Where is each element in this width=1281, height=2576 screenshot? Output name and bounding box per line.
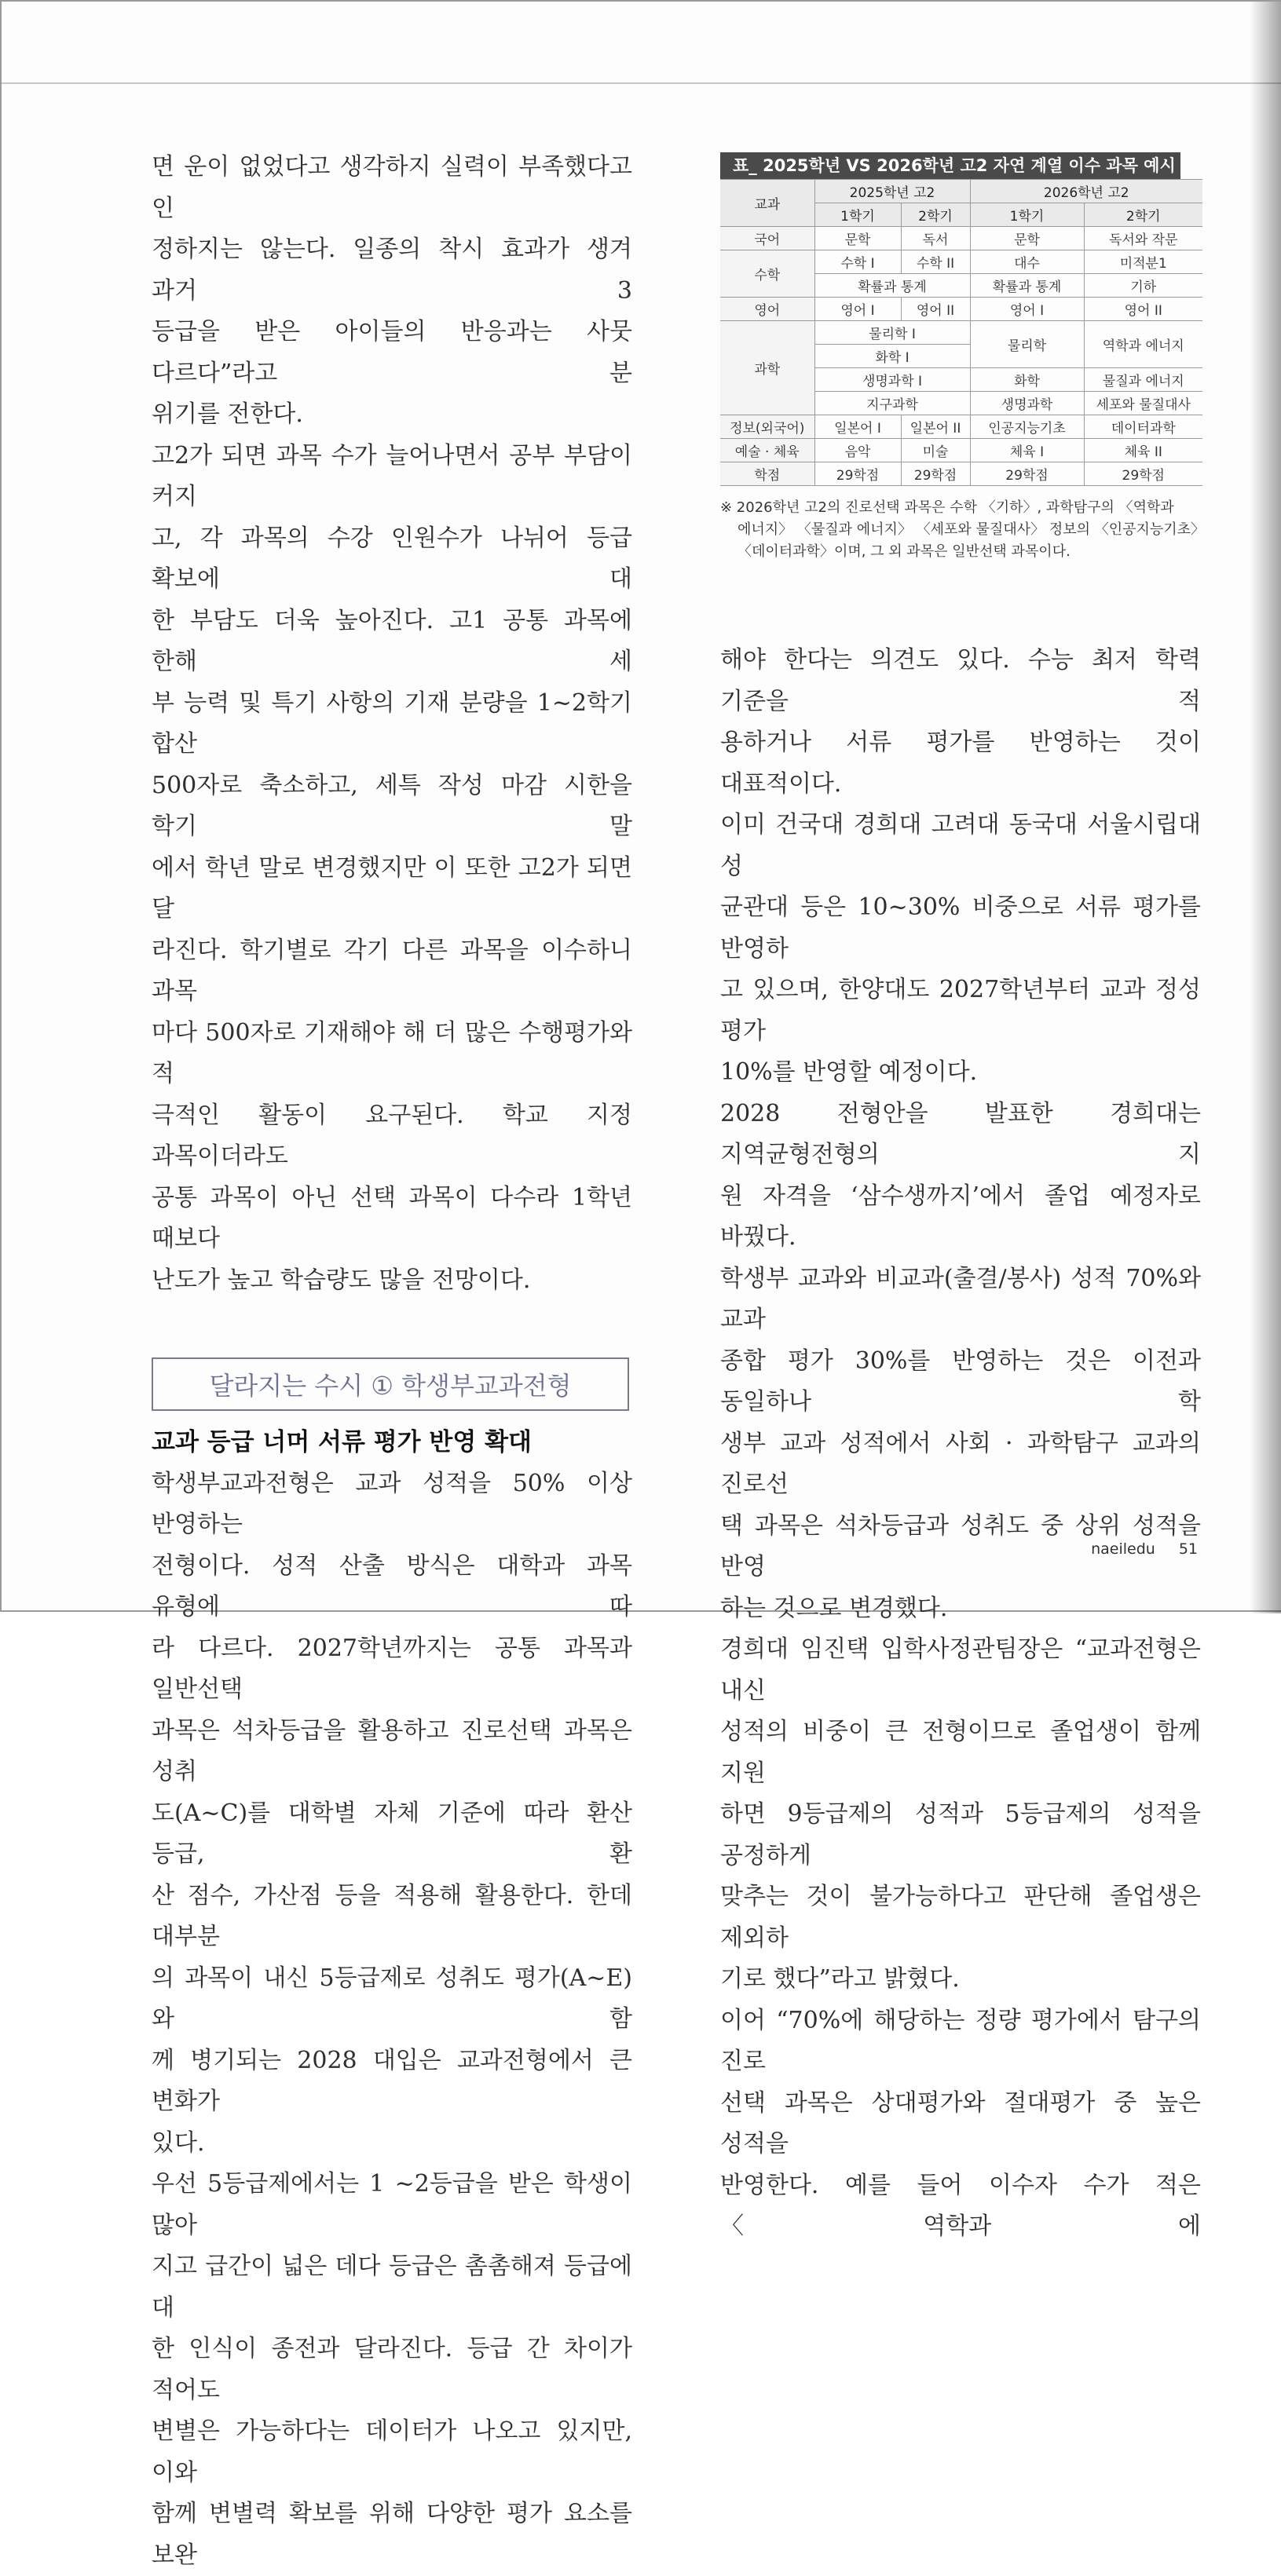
course-table-figure [720, 152, 1206, 563]
table-cell: 문학 [814, 227, 901, 250]
table-cell: 과학 [720, 321, 814, 415]
table-cell: 생명과학 [970, 392, 1084, 415]
table-row [720, 227, 1202, 250]
table-cell: 영어 I [814, 298, 901, 321]
table-cell: 영어 II [1084, 298, 1202, 321]
table-cell: 영어 II [901, 298, 970, 321]
table-cell: 미적분1 [1084, 250, 1202, 274]
table-cell: 지구과학 [814, 392, 970, 415]
table-cell: 29학점 [970, 462, 1084, 486]
top-rule [2, 82, 1281, 84]
table-cell: 독서 [901, 227, 970, 250]
paragraph: 학생부교과전형은 교과 성적을 50% 이상 반영하는 전형이다. 성적 산출 방식은 대학과 과목 유형에 따 라 다르다. 2027학년까지는 공통 과목과 일반선택 과목은 석차등급을 활용하고 진로선택 과목은 성취 도(A~C)를 대학별 자체 기준에 따라 환산 등급, 환 산 점수, 가산점 등을 적용해 활용한다. 한데 대부분 의 과목이 내신 5등급제로 성취도 평가(A~E)와 함 께 병기되는 2028 대입은 교과전형에서 큰 변화가 있다. [152, 1469, 632, 2157]
table-cell: 독서와 작문 [1084, 227, 1202, 250]
table-header-cell: 2학기 [1084, 203, 1202, 227]
paragraph: 고2가 되면 과목 수가 늘어나면서 공부 부담이 커지 고, 각 과목의 수강 인원수가 나뉘어 등급 확보에 대 한 부담도 더욱 높아진다. 고1 공통 과목에 한해 세 부 능력 및 특기 사항의 기재 분량을 1~2학기 합산 500자로 축소하고, 세특 작성 마감 시한을 학기 말 에서 학년 말로 변경했지만 이 또한 고2가 되면 달 라진다. 학기별로 각기 다른 과목을 이수하니 과목 마다 500자로 기재해야 해 더 많은 수행평가와 적 극적인 활동이 요구된다. 학교 지정 과목이더라도 공통 과목이 아닌 선택 과목이 다수라 1학년 때보다 난도가 높고 학습량도 많을 전망이다. [152, 441, 632, 1294]
table-cell: 역학과 에너지 [1084, 321, 1202, 368]
table-cell: 데이터과학 [1084, 415, 1202, 439]
table-cell: 문학 [970, 227, 1084, 250]
table-cell: 음악 [814, 439, 901, 462]
footer-brand: naeiledu [1091, 1540, 1155, 1558]
table-cell: 물리학 [970, 321, 1084, 368]
table-row [720, 250, 1202, 274]
table-header-cell: 2026학년 고2 [970, 180, 1202, 203]
table-note: ※ 2026학년 고2의 진로선택 과목은 수학 〈기하〉, 과학탐구의 〈역학과 에너지〉 〈물질과 에너지〉 〈세포와 물질대사〉 정보의 〈인공지능기초〉 〈데이터과학〉이며, 그 외 과목은 일반선택 과목이다. [720, 499, 1206, 560]
table-cell: 29학점 [901, 462, 970, 486]
course-table [720, 179, 1202, 486]
table-cell: 체육 II [1084, 439, 1202, 462]
table-cell: 일본어 I [814, 415, 901, 439]
table-header-cell: 교과 [720, 180, 814, 227]
table-cell: 국어 [720, 227, 814, 250]
table-cell: 확률과 통계 [814, 274, 970, 298]
paragraph: 해야 한다는 의견도 있다. 수능 최저 학력 기준을 적 용하거나 서류 평가를 반영하는 것이 대표적이다. 이미 건국대 경희대 고려대 동국대 서울시립대 성 균관대 등은 10~30% 비중으로 서류 평가를 반영하 고 있으며, 한양대도 2027학년부터 교과 정성 평가 10%를 반영할 예정이다. [720, 646, 1201, 1086]
table-cell: 화학 I [814, 345, 970, 368]
table-cell: 학점 [720, 462, 814, 486]
paragraph: 경희대 임진택 입학사정관팀장은 “교과전형은 내신 성적의 비중이 큰 전형이므로 졸업생이 함께 지원 하면 9등급제의 성적과 5등급제의 성적을 공정하게 맞추는 것이 불가능하다고 판단해 졸업생은 제외하 기로 했다”라고 밝혔다. [720, 1635, 1201, 1993]
table-cell: 기하 [1084, 274, 1202, 298]
page-number: 51 [1178, 1540, 1198, 1558]
table-cell: 영어 [720, 298, 814, 321]
table-cell: 29학점 [1084, 462, 1202, 486]
paragraph: 이어 “70%에 해당하는 정량 평가에서 탐구의 진로 선택 과목은 상대평가와 절대평가 중 높은 성적을 반영한다. 예를 들어 이수자 수가 적은 〈역학과 에 [720, 2006, 1201, 2240]
table-title: 표_ 2025학년 VS 2026학년 고2 자연 계열 이수 과목 예시 [720, 152, 1180, 179]
table-row [720, 298, 1202, 321]
paragraph: 면 운이 없었다고 생각하지 실력이 부족했다고 인 정하지는 않는다. 일종의 착시 효과가 생겨 과거 3 등급을 받은 아이들의 반응과는 사뭇 다르다”라고 분 위기를 전한다. [152, 153, 632, 428]
left-column [152, 147, 632, 2576]
paragraph: 2028 전형안을 발표한 경희대는 지역균형전형의 지 원 자격을 ‘삼수생까지’에서 졸업 예정자로 바꿨다. 학생부 교과와 비교과(출결/봉사) 성적 70%와 교과 종합 평가 30%를 반영하는 것은 이전과 동일하나 학 생부 교과 성적에서 사회 · 과학탐구 교과의 진로선 택 과목은 석차등급과 성취도 중 상위 성적을 반영 하는 것으로 변경했다. [720, 1099, 1201, 1622]
page-edge-shadow [1250, 2, 1281, 1613]
table-row [720, 415, 1202, 439]
section-title-box: 달라지는 수시 ① 학생부교과전형 [152, 1357, 629, 1411]
table-cell: 일본어 II [901, 415, 970, 439]
table-cell: 체육 I [970, 439, 1084, 462]
subheading: 교과 등급 너머 서류 평가 반영 확대 [152, 1428, 532, 1456]
table-cell: 수학 [720, 250, 814, 298]
table-cell: 인공지능기초 [970, 415, 1084, 439]
right-column [720, 640, 1201, 2248]
table-cell: 확률과 통계 [970, 274, 1084, 298]
table-cell: 대수 [970, 250, 1084, 274]
table-row [720, 439, 1202, 462]
table-header-cell: 1학기 [814, 203, 901, 227]
page-footer [1067, 1540, 1198, 1558]
table-cell: 물리학 I [814, 321, 970, 345]
paragraph: 우선 5등급제에서는 1 ~2등급을 받은 학생이 많아 지고 급간이 넓은 데다 등급은 촘촘해져 등급에 대 한 인식이 종전과 달라진다. 등급 간 차이가 적어도 변별은 가능하다는 데이터가 나오고 있지만, 이와 함께 변별력 확보를 위해 다양한 평가 요소를 보완 [152, 2170, 632, 2569]
table-cell: 세포와 물질대사 [1084, 392, 1202, 415]
table-header-cell: 2025학년 고2 [814, 180, 970, 203]
table-header-cell: 2학기 [901, 203, 970, 227]
table-cell: 수학 I [814, 250, 901, 274]
table-row [720, 321, 1202, 345]
table-cell: 미술 [901, 439, 970, 462]
table-cell: 정보(외국어) [720, 415, 814, 439]
table-cell: 생명과학 I [814, 368, 970, 392]
table-cell: 물질과 에너지 [1084, 368, 1202, 392]
table-header-cell: 1학기 [970, 203, 1084, 227]
table-cell: 화학 [970, 368, 1084, 392]
table-cell: 29학점 [814, 462, 901, 486]
table-cell: 수학 II [901, 250, 970, 274]
table-cell: 예술 · 체육 [720, 439, 814, 462]
table-row [720, 462, 1202, 486]
table-cell: 영어 I [970, 298, 1084, 321]
